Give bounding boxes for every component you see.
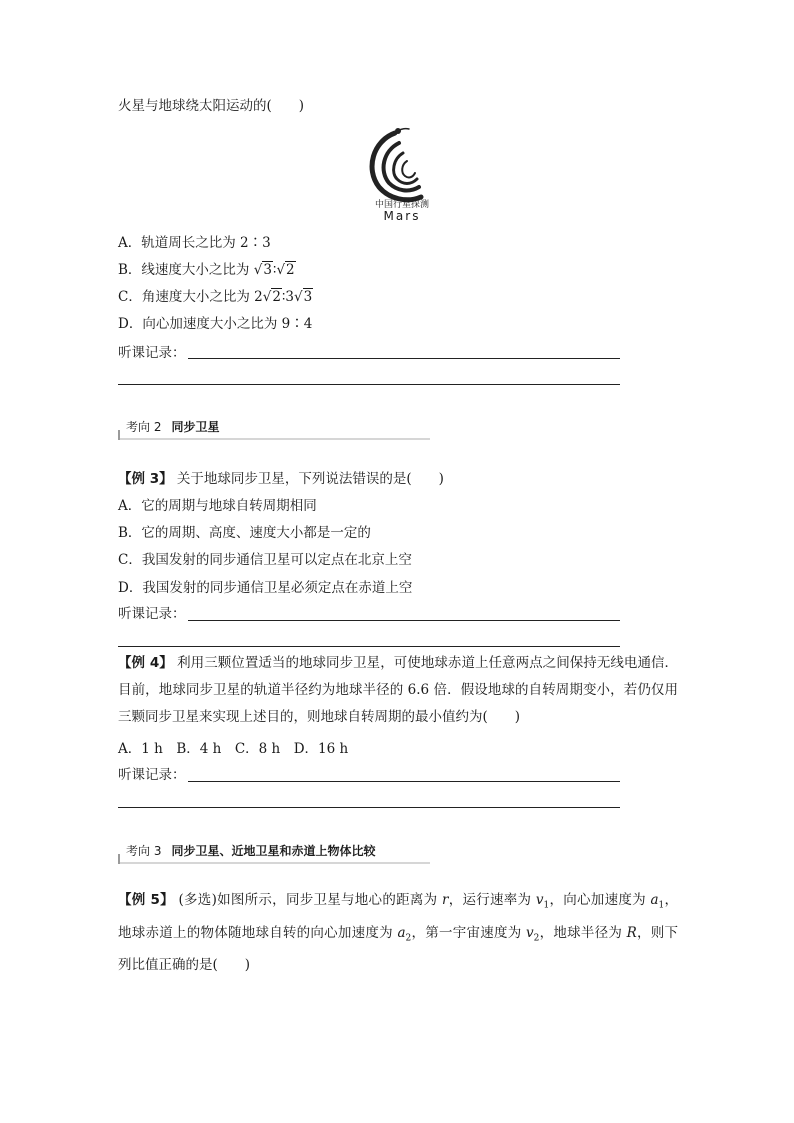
section-3-header <box>118 842 430 864</box>
radicand: 2 <box>272 289 281 305</box>
radicand: 3 <box>263 262 272 278</box>
text-run: (多选)如图所示，同步卫星与地心的距离为 <box>178 892 442 908</box>
option-b-text: B．线速度大小之比为 <box>118 262 250 278</box>
logo-caption-en: Mars <box>383 209 421 223</box>
subscript: 2 <box>533 933 540 944</box>
option-a: A．轨道周长之比为 2∶3 <box>118 235 271 251</box>
radicand: 2 <box>286 262 295 278</box>
section-2-header <box>118 418 430 440</box>
example-3-option-a: A．它的周期与地球自转周期相同 <box>118 498 317 514</box>
example-5-stem <box>118 887 678 979</box>
section-2-label: 考向 2 <box>126 420 162 434</box>
radicand: 3 <box>303 289 313 305</box>
sqrt-3: √3 <box>253 262 272 278</box>
ratio-mid: ∶3 <box>281 289 295 305</box>
answer-line <box>118 646 620 647</box>
listen-label: 听课记录： <box>118 345 186 361</box>
option-d: D．向心加速度大小之比为 9∶4 <box>118 316 313 332</box>
text-run: ，向心加速度为 <box>549 892 651 908</box>
sqrt-2: √2 <box>262 289 281 305</box>
example-5-tag: 【例 5】 <box>118 892 174 908</box>
example-3-text: 关于地球同步卫星，下列说法错误的是( ) <box>176 471 444 487</box>
answer-line <box>118 384 620 385</box>
section-corner <box>118 430 120 440</box>
option-c <box>118 287 313 307</box>
var-v: v <box>535 892 544 908</box>
subscript: 1 <box>543 900 550 911</box>
subscript: 2 <box>405 933 412 944</box>
example-4-text: 利用三颗位置适当的地球同步卫星，可使地球赤道上任意两点之间保持无线电通信．目前，地球同步卫星的轨道半径约为地球半径的 6.6 倍．假设地球的自转周期变小，若仍仅用三颗同步卫星来实现上述目的，则地球自转周期的最小值约为( ) <box>118 655 679 725</box>
var-a: a <box>397 924 406 941</box>
answer-line <box>188 781 620 782</box>
listen-label: 听课记录： <box>118 767 186 783</box>
sqrt-2: √2 <box>276 262 295 278</box>
logo-caption-cn: 中国行星探测 <box>374 200 429 210</box>
section-3-text <box>126 842 375 859</box>
sqrt-3: √3 <box>294 289 313 305</box>
option-c-text: C．角速度大小之比为 2 <box>118 289 263 305</box>
example-3-option-b: B．它的周期、高度、速度大小都是一定的 <box>118 525 371 541</box>
option-b <box>118 260 296 280</box>
ratio-sep: ∶ <box>272 262 277 278</box>
example-3-tag: 【例 3】 <box>118 471 173 487</box>
example-4-options: A．1 h B．4 h C．8 h D．16 h <box>118 741 349 757</box>
var-r: r <box>441 892 449 908</box>
section-2-text <box>126 418 219 435</box>
question-intro: 火星与地球绕太阳运动的( ) <box>118 98 305 114</box>
listen-label: 听课记录： <box>118 606 186 622</box>
answer-line <box>188 620 620 621</box>
section-2-title: 同步卫星 <box>171 420 220 434</box>
section-3-title: 同步卫星、近地卫星和赤道上物体比较 <box>171 844 376 858</box>
subscript: 1 <box>658 900 665 911</box>
example-4-stem <box>118 650 678 731</box>
text-run: ，则下列比值正确的是( ) <box>118 924 679 974</box>
var-a: a <box>650 892 659 908</box>
example-3-stem <box>118 469 444 489</box>
example-3-option-c: C．我国发射的同步通信卫星可以定点在北京上空 <box>118 552 412 568</box>
text-run: ，运行速率为 <box>448 892 536 908</box>
text-run: ，地球半径为 <box>539 924 627 941</box>
section-3-label: 考向 3 <box>126 844 162 858</box>
text-run: ，地球赤道上的物体随地球自转的向心加速度为 <box>118 892 679 941</box>
var-R: R <box>626 924 637 941</box>
example-3-option-d: D．我国发射的同步通信卫星必须定点在赤道上空 <box>118 580 413 596</box>
answer-line <box>118 807 620 808</box>
example-4-tag: 【例 4】 <box>118 655 173 671</box>
var-v: v <box>525 924 534 941</box>
section-corner <box>118 854 120 864</box>
answer-line <box>188 358 620 359</box>
text-run: ，第一宇宙速度为 <box>411 924 526 941</box>
